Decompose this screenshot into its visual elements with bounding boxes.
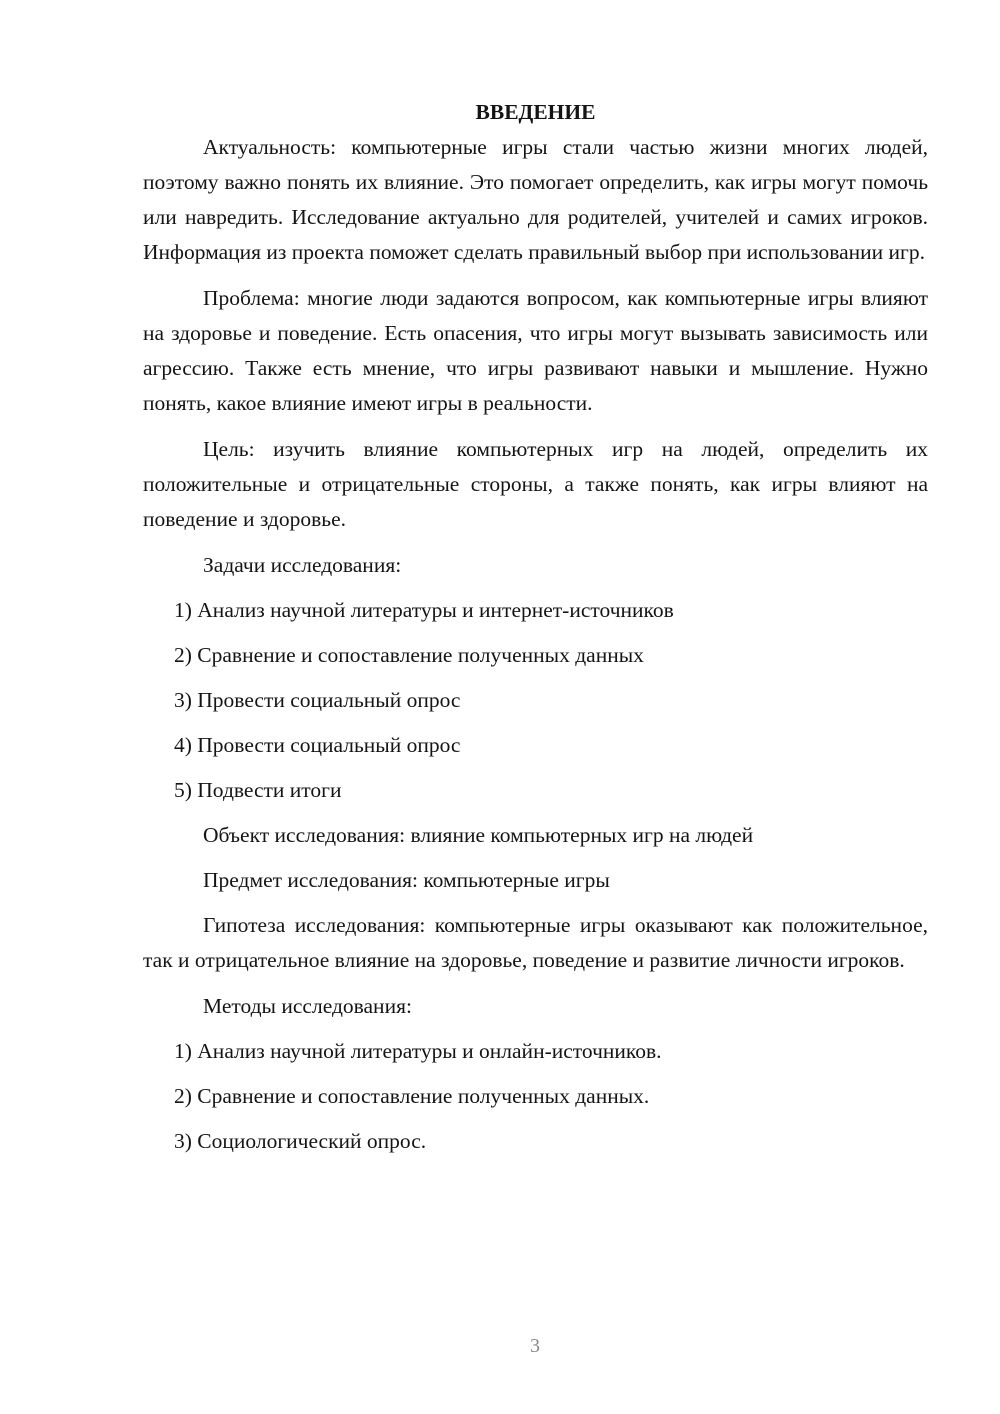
research-subject: Предмет исследования: компьютерные игры (203, 868, 610, 892)
list-item: 3) Социологический опрос. (174, 1129, 427, 1153)
methods-heading: Методы исследования: (203, 994, 412, 1018)
page-title: ВВЕДЕНИЕ (475, 100, 596, 124)
hypothesis-paragraph: Гипотеза исследования: компьютерные игры оказывают как положительное, так и отрицательное влияние на здоровье, поведение и развитие личности игроков. (143, 913, 928, 972)
tasks-heading: Задачи исследования: (203, 553, 402, 577)
page-content (143, 95, 928, 1169)
tasks-list (143, 593, 928, 808)
methods-list (143, 1034, 928, 1159)
list-item: 1) Анализ научной литературы и онлайн-источников. (174, 1039, 662, 1063)
list-item: 3) Провести социальный опрос (174, 688, 461, 712)
goal-paragraph: Цель: изучить влияние компьютерных игр на людей, определить их положительные и отрицательные стороны, а также понять, как игры влияют на поведение и здоровье. (143, 437, 928, 531)
list-item: 4) Провести социальный опрос (174, 733, 461, 757)
list-item: 1) Анализ научной литературы и интернет-источников (174, 598, 674, 622)
list-item: 5) Подвести итоги (174, 778, 342, 802)
list-item: 2) Сравнение и сопоставление полученных данных (174, 643, 644, 667)
list-item: 2) Сравнение и сопоставление полученных данных. (174, 1084, 650, 1108)
relevance-paragraph: Актуальность: компьютерные игры стали частью жизни многих людей, поэтому важно понять их влияние. Это помогает определить, как игры могут помочь или навредить. Исследование актуально для родителей, учителей и самих игроков. Информация из проекта поможет сделать правильный выбор при использовании игр. (143, 135, 928, 264)
problem-paragraph: Проблема: многие люди задаются вопросом, как компьютерные игры влияют на здоровье и поведение. Есть опасения, что игры могут вызывать зависимость или агрессию. Также есть мнение, что игры развивают навыки и мышление. Нужно понять, какое влияние имеют игры в реальности. (143, 286, 928, 415)
page-number: 3 (530, 1335, 540, 1357)
research-object: Объект исследования: влияние компьютерных игр на людей (203, 823, 754, 847)
